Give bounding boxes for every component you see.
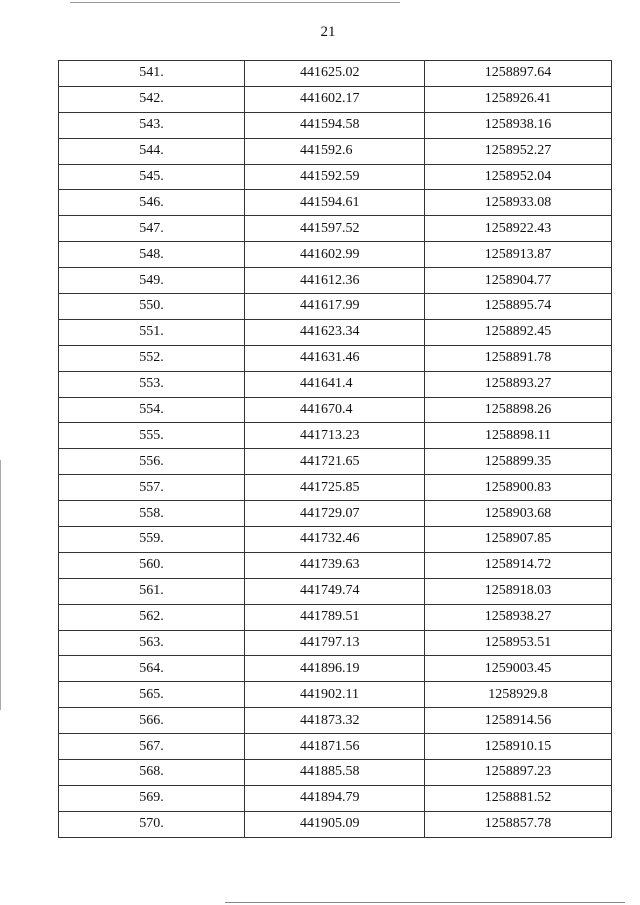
x-coordinate-cell: 441592.59 [245,164,425,190]
x-coordinate-cell: 441612.36 [245,268,425,294]
y-coordinate-cell: 1258899.35 [425,449,612,475]
x-coordinate-cell: 441602.99 [245,242,425,268]
y-coordinate-cell: 1258914.72 [425,552,612,578]
point-number-cell: 568. [59,760,245,786]
y-coordinate-cell: 1258900.83 [425,475,612,501]
y-coordinate-cell: 1258910.15 [425,734,612,760]
table-row [59,604,612,630]
x-coordinate-cell: 441631.46 [245,345,425,371]
point-number-cell: 567. [59,734,245,760]
y-coordinate-cell: 1258904.77 [425,268,612,294]
point-number-cell: 556. [59,449,245,475]
point-number-cell: 545. [59,164,245,190]
y-coordinate-cell: 1258898.26 [425,397,612,423]
table-row [59,475,612,501]
y-coordinate-cell: 1258898.11 [425,423,612,449]
point-number-cell: 566. [59,708,245,734]
x-coordinate-cell: 441789.51 [245,604,425,630]
x-coordinate-cell: 441902.11 [245,682,425,708]
y-coordinate-cell: 1258933.08 [425,190,612,216]
x-coordinate-cell: 441597.52 [245,216,425,242]
table-row [59,682,612,708]
x-coordinate-cell: 441641.4 [245,371,425,397]
y-coordinate-cell: 1258922.43 [425,216,612,242]
point-number-cell: 549. [59,268,245,294]
table-row [59,708,612,734]
point-number-cell: 544. [59,138,245,164]
x-coordinate-cell: 441617.99 [245,294,425,320]
x-coordinate-cell: 441873.32 [245,708,425,734]
y-coordinate-cell: 1258938.16 [425,112,612,138]
table-row [59,216,612,242]
x-coordinate-cell: 441739.63 [245,552,425,578]
table-row [59,371,612,397]
y-coordinate-cell: 1258938.27 [425,604,612,630]
scan-bottom-edge-line [225,902,625,903]
point-number-cell: 560. [59,552,245,578]
table-row [59,785,612,811]
x-coordinate-cell: 441905.09 [245,811,425,837]
x-coordinate-cell: 441894.79 [245,785,425,811]
coordinates-table [58,60,612,838]
x-coordinate-cell: 441670.4 [245,397,425,423]
table-row [59,527,612,553]
coordinates-table-body [59,61,612,838]
y-coordinate-cell: 1258891.78 [425,345,612,371]
point-number-cell: 542. [59,86,245,112]
point-number-cell: 564. [59,656,245,682]
table-row [59,294,612,320]
point-number-cell: 541. [59,61,245,87]
x-coordinate-cell: 441713.23 [245,423,425,449]
scan-top-edge-line [70,2,400,3]
y-coordinate-cell: 1258953.51 [425,630,612,656]
y-coordinate-cell: 1258881.52 [425,785,612,811]
x-coordinate-cell: 441623.34 [245,319,425,345]
x-coordinate-cell: 441749.74 [245,578,425,604]
table-row [59,578,612,604]
point-number-cell: 561. [59,578,245,604]
y-coordinate-cell: 1259003.45 [425,656,612,682]
point-number-cell: 551. [59,319,245,345]
point-number-cell: 550. [59,294,245,320]
x-coordinate-cell: 441871.56 [245,734,425,760]
y-coordinate-cell: 1258913.87 [425,242,612,268]
y-coordinate-cell: 1258918.03 [425,578,612,604]
x-coordinate-cell: 441721.65 [245,449,425,475]
table-row [59,242,612,268]
y-coordinate-cell: 1258897.64 [425,61,612,87]
page-number: 21 [320,24,336,40]
table-row [59,811,612,837]
table-row [59,138,612,164]
y-coordinate-cell: 1258914.56 [425,708,612,734]
table-row [59,630,612,656]
x-coordinate-cell: 441732.46 [245,527,425,553]
point-number-cell: 552. [59,345,245,371]
x-coordinate-cell: 441594.61 [245,190,425,216]
y-coordinate-cell: 1258952.04 [425,164,612,190]
table-row [59,397,612,423]
y-coordinate-cell: 1258895.74 [425,294,612,320]
point-number-cell: 554. [59,397,245,423]
point-number-cell: 543. [59,112,245,138]
scan-left-edge-line [0,460,1,710]
table-row [59,268,612,294]
point-number-cell: 562. [59,604,245,630]
y-coordinate-cell: 1258907.85 [425,527,612,553]
table-row [59,345,612,371]
y-coordinate-cell: 1258897.23 [425,760,612,786]
table-row [59,449,612,475]
x-coordinate-cell: 441592.6 [245,138,425,164]
table-row [59,164,612,190]
x-coordinate-cell: 441885.58 [245,760,425,786]
point-number-cell: 559. [59,527,245,553]
table-row [59,734,612,760]
point-number-cell: 553. [59,371,245,397]
y-coordinate-cell: 1258892.45 [425,319,612,345]
x-coordinate-cell: 441896.19 [245,656,425,682]
point-number-cell: 558. [59,501,245,527]
table-row [59,319,612,345]
table-row [59,552,612,578]
x-coordinate-cell: 441729.07 [245,501,425,527]
y-coordinate-cell: 1258952.27 [425,138,612,164]
table-row [59,86,612,112]
table-row [59,656,612,682]
point-number-cell: 555. [59,423,245,449]
point-number-cell: 546. [59,190,245,216]
point-number-cell: 569. [59,785,245,811]
point-number-cell: 565. [59,682,245,708]
point-number-cell: 563. [59,630,245,656]
table-row [59,501,612,527]
point-number-cell: 570. [59,811,245,837]
point-number-cell: 548. [59,242,245,268]
x-coordinate-cell: 441602.17 [245,86,425,112]
y-coordinate-cell: 1258857.78 [425,811,612,837]
point-number-cell: 557. [59,475,245,501]
x-coordinate-cell: 441625.02 [245,61,425,87]
y-coordinate-cell: 1258929.8 [425,682,612,708]
table-row [59,61,612,87]
y-coordinate-cell: 1258926.41 [425,86,612,112]
table-row [59,760,612,786]
table-row [59,423,612,449]
x-coordinate-cell: 441797.13 [245,630,425,656]
x-coordinate-cell: 441594.58 [245,112,425,138]
table-row [59,190,612,216]
x-coordinate-cell: 441725.85 [245,475,425,501]
y-coordinate-cell: 1258893.27 [425,371,612,397]
table-row [59,112,612,138]
y-coordinate-cell: 1258903.68 [425,501,612,527]
point-number-cell: 547. [59,216,245,242]
